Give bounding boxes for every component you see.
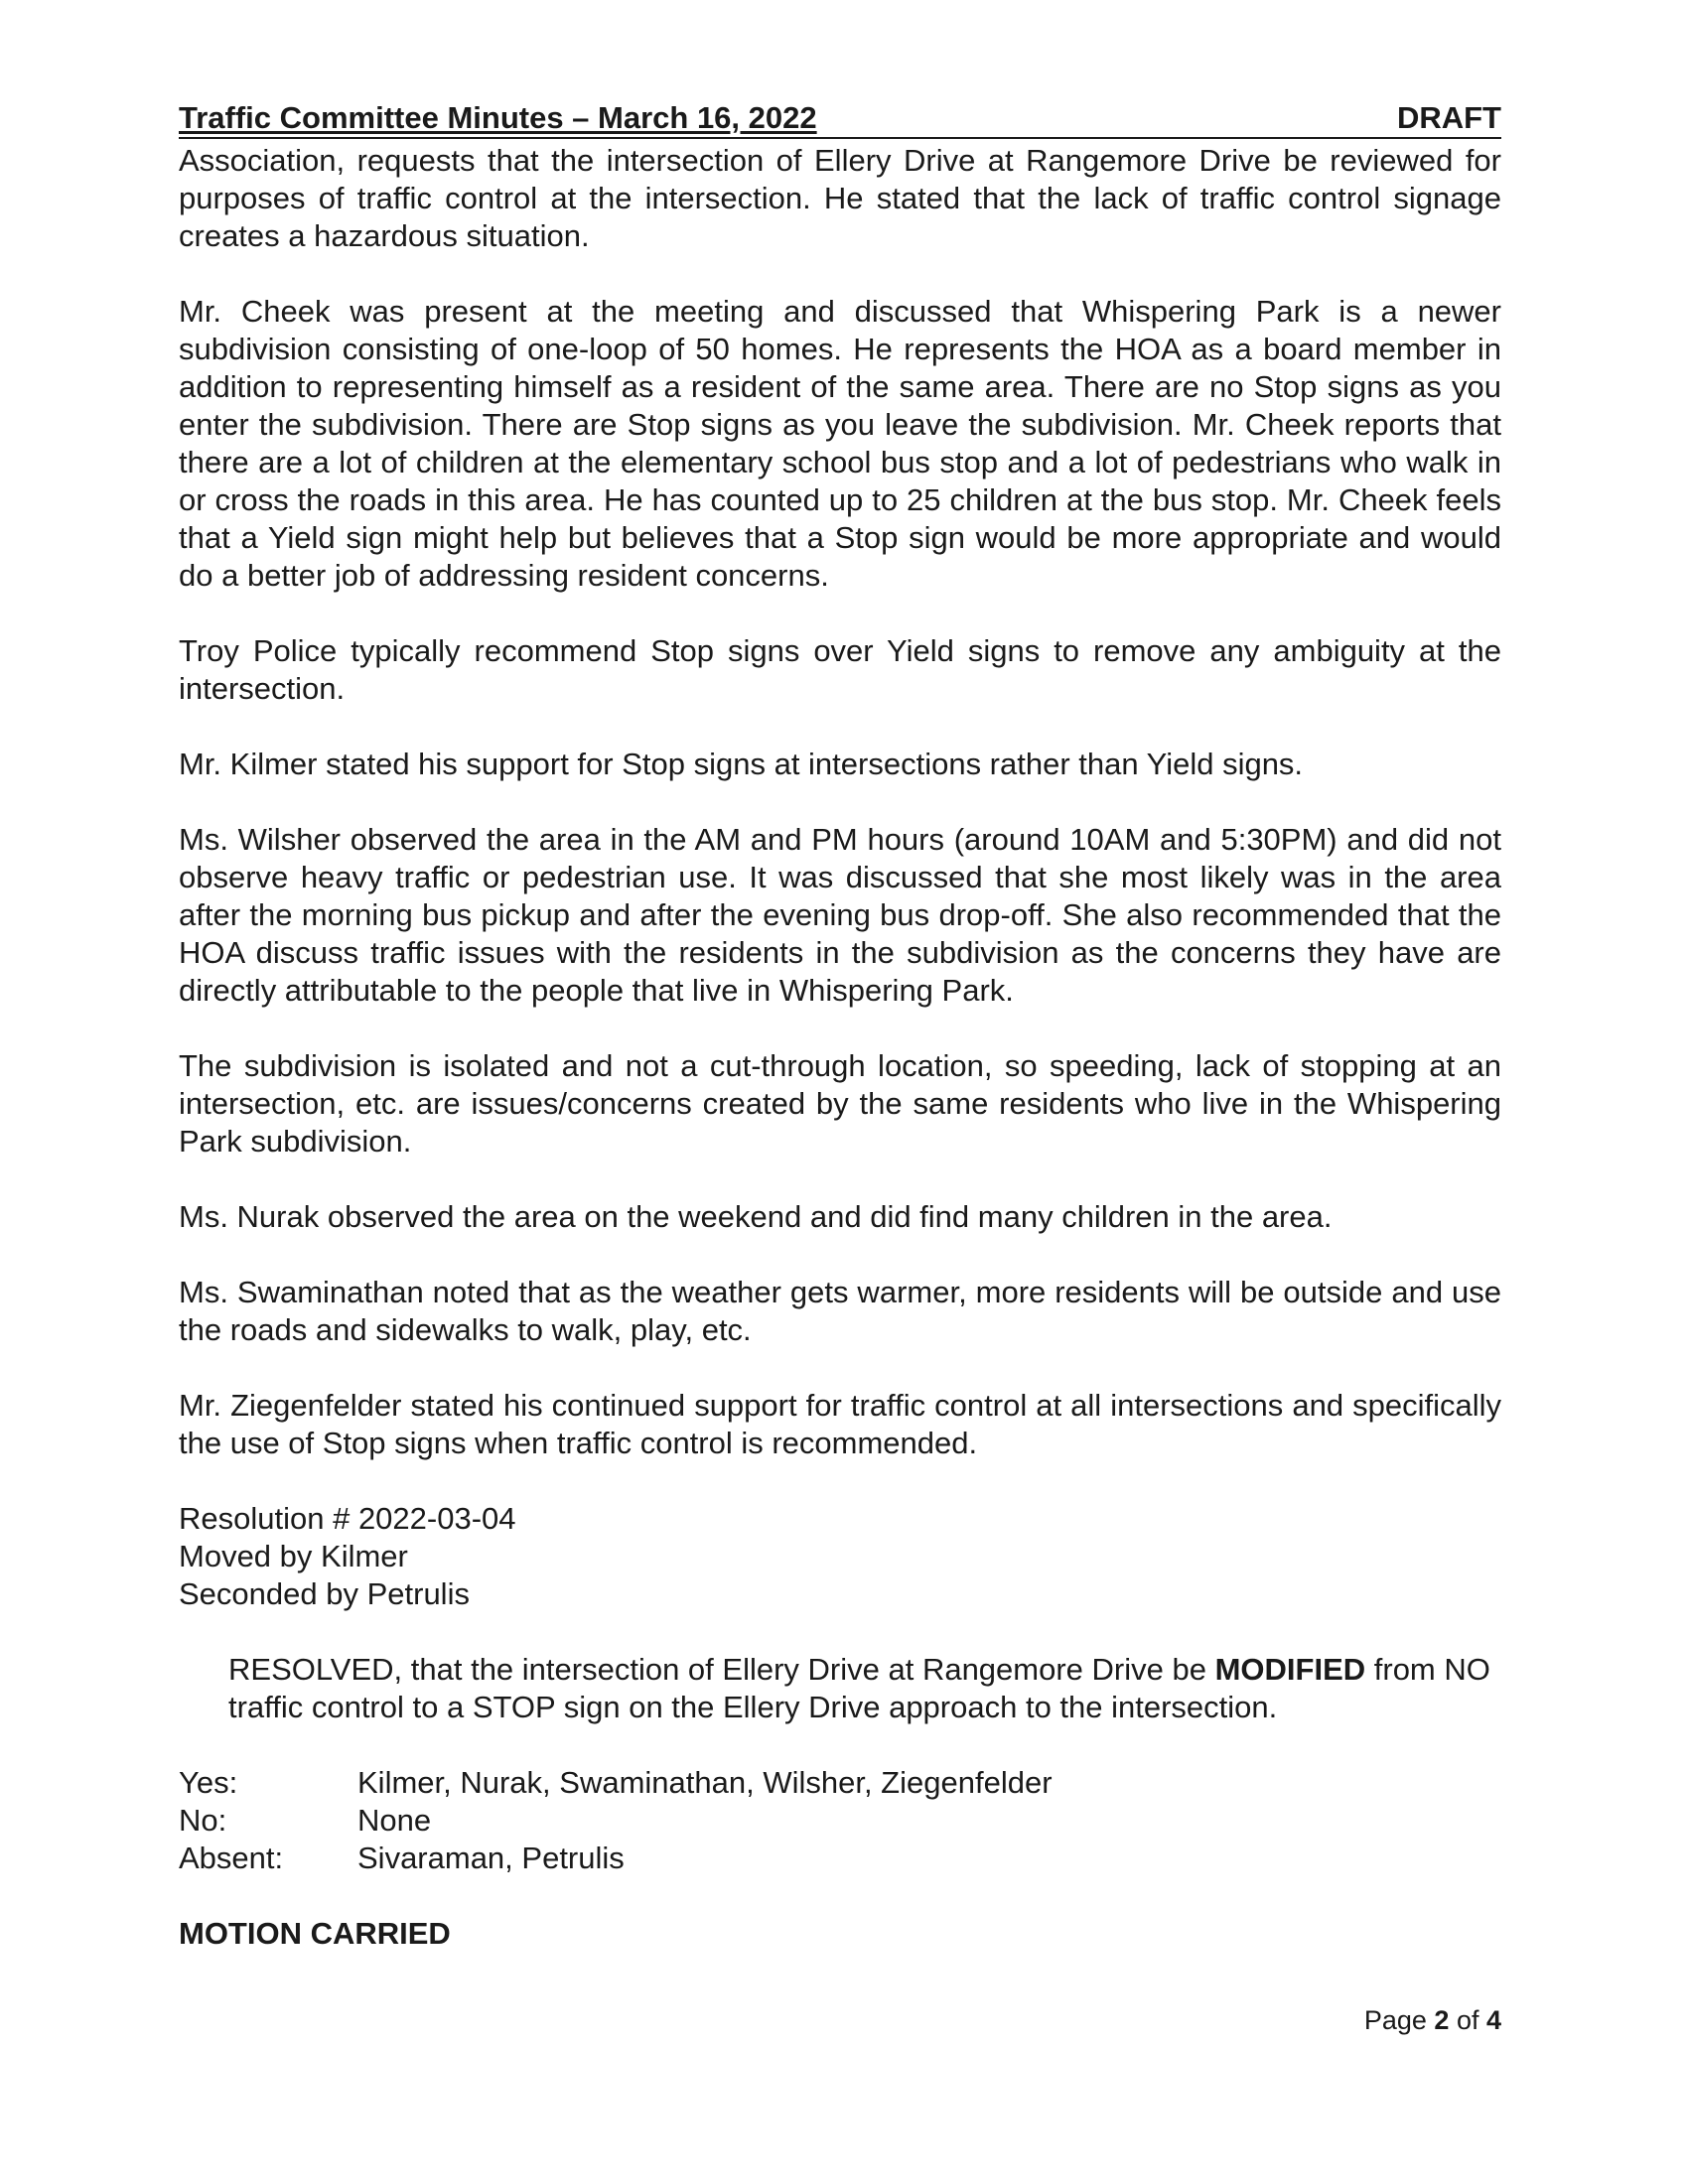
- paragraph-mr-cheek: Mr. Cheek was present at the meeting and discussed that Whispering Park is a newer subdivision consisting of one-loop of 50 homes. He represents the HOA as a board member in addition to representing himself as a resident of the same area. There are no Stop signs as you enter the subdivision. There are Stop signs as you leave the subdivision. Mr. Cheek reports that there are a lot of children at the elementary school bus stop and a lot of pedestrians who walk in or cross the roads in this area. He has counted up to 25 children at the bus stop. Mr. Cheek feels that a Yield sign might help but believes that a Stop sign would be more appropriate and would do a better job of addressing resident concerns.: [179, 294, 1501, 593]
- paragraph-mr-kilmer: Mr. Kilmer stated his support for Stop signs at intersections rather than Yield signs.: [179, 747, 1304, 781]
- page-total: 4: [1485, 2005, 1501, 2035]
- page-header: [179, 99, 1501, 139]
- paragraph-association: Association, requests that the intersection of Ellery Drive at Rangemore Drive be reviewed for purposes of traffic control at the intersection. He stated that the lack of traffic control signage creates a hazardous situation.: [179, 143, 1501, 253]
- vote-row-absent: [179, 1840, 1501, 1877]
- page-current: 2: [1434, 2005, 1450, 2035]
- vote-label: No:: [179, 1803, 227, 1838]
- vote-names: Sivaraman, Petrulis: [357, 1841, 625, 1875]
- vote-names: None: [357, 1803, 432, 1838]
- resolved-statement: [228, 1651, 1501, 1726]
- vote-names: Kilmer, Nurak, Swaminathan, Wilsher, Ziegenfelder: [357, 1765, 1053, 1800]
- resolved-modified: MODIFIED: [1214, 1652, 1366, 1687]
- document-page: [179, 99, 1501, 1953]
- resolution-block: [179, 1500, 1501, 1613]
- vote-row-no: [179, 1802, 1501, 1840]
- paragraph-ms-wilsher: Ms. Wilsher observed the area in the AM and PM hours (around 10AM and 5:30PM) and did not observe heavy traffic or pedestrian use. It was discussed that she most likely was in the area after the morning bus pickup and after the evening bus drop-off. She also recommended that the HOA discuss traffic issues with the residents in the subdivision as the concerns they have are directly attributable to the people that live in Whispering Park.: [179, 822, 1501, 1008]
- paragraph-ms-swaminathan: Ms. Swaminathan noted that as the weather gets warmer, more residents will be outside and use the roads and sidewalks to walk, play, etc.: [179, 1275, 1501, 1347]
- paragraph-subdivision: The subdivision is isolated and not a cut-through location, so speeding, lack of stopping at an intersection, etc. are issues/concerns created by the same residents who live in the Whispering Park subdivision.: [179, 1048, 1501, 1159]
- document-title: Traffic Committee Minutes – March 16, 2022: [179, 100, 817, 135]
- moved-by: Moved by Kilmer: [179, 1539, 408, 1573]
- seconded-by: Seconded by Petrulis: [179, 1576, 470, 1611]
- of-word: of: [1449, 2005, 1486, 2035]
- draft-label: DRAFT: [1396, 100, 1501, 135]
- resolution-number: Resolution # 2022-03-04: [179, 1501, 516, 1536]
- page-word: Page: [1363, 2005, 1435, 2035]
- resolved-prefix: RESOLVED, that the intersection of Ellery Drive at Rangemore Drive be: [228, 1652, 1215, 1687]
- paragraph-mr-ziegenfelder: Mr. Ziegenfelder stated his continued support for traffic control at all intersections and specifically the use of Stop signs when traffic control is recommended.: [179, 1388, 1501, 1460]
- vote-row-yes: [179, 1764, 1501, 1802]
- vote-label: Yes:: [179, 1765, 238, 1800]
- paragraph-troy-police: Troy Police typically recommend Stop signs over Yield signs to remove any ambiguity at the intersection.: [179, 633, 1501, 706]
- resolved-suffix: from NO traffic control to a STOP sign on the Ellery Drive approach to the intersection.: [228, 1652, 1490, 1724]
- vote-label: Absent:: [179, 1841, 284, 1875]
- page-number: [1364, 2003, 1501, 2037]
- paragraph-ms-nurak: Ms. Nurak observed the area on the weekend and did find many children in the area.: [179, 1199, 1333, 1234]
- motion-carried: MOTION CARRIED: [179, 1916, 451, 1951]
- vote-table: [179, 1764, 1501, 1877]
